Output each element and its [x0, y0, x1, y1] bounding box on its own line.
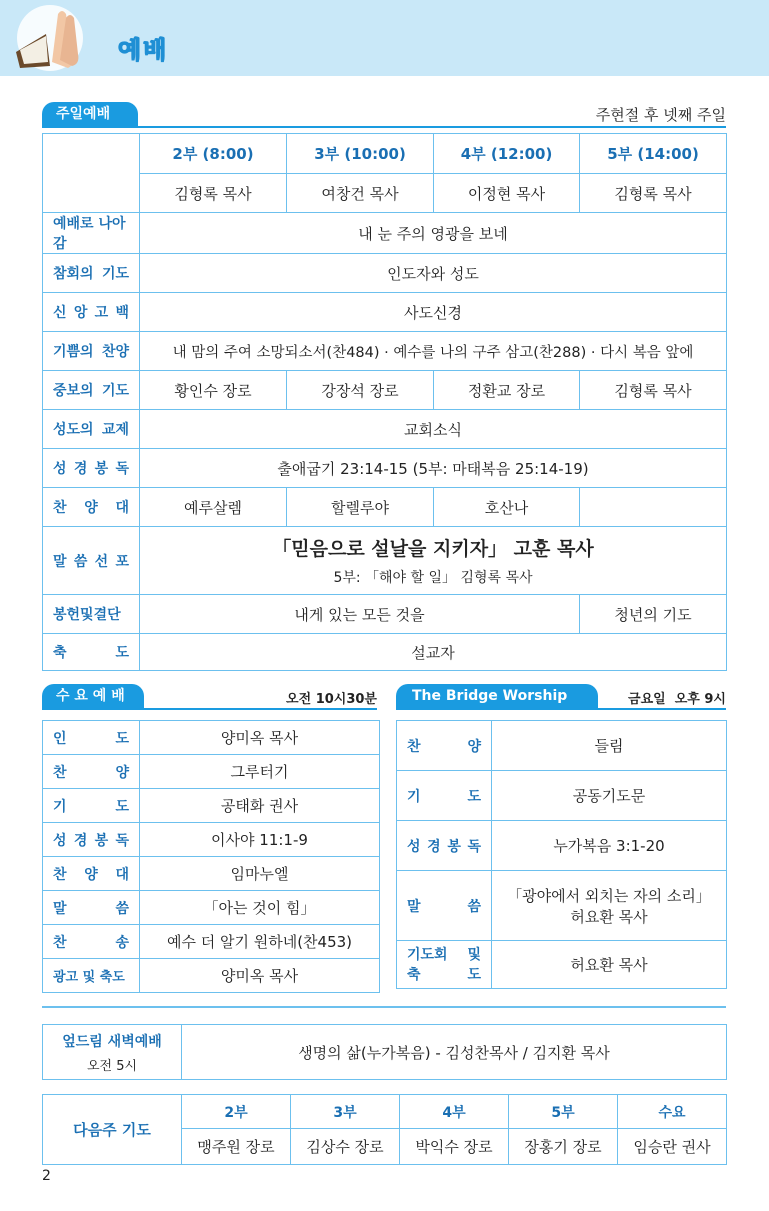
- prayer-header: 2부: [182, 1095, 291, 1129]
- row-label: 기 도: [397, 771, 492, 821]
- row-value: 양미옥 목사: [140, 959, 380, 993]
- dawn-table: [42, 1024, 727, 1080]
- service-pastor: 김형록 목사: [140, 174, 287, 213]
- page-number: 2: [42, 1168, 51, 1184]
- choir-name: 예루살렘: [140, 488, 287, 527]
- row-label: 기 도: [43, 789, 140, 823]
- sermon-sub: 5부: 「해야 할 일」 김형록 목사: [333, 570, 533, 586]
- prayer-name: 장홍기 장로: [509, 1129, 618, 1165]
- wednesday-time: 오전 10시30분: [286, 692, 377, 707]
- row-label: 말 씀: [43, 891, 140, 925]
- service-pastor: 이정현 목사: [434, 174, 580, 213]
- intercessor: 정환교 장로: [434, 371, 580, 410]
- section-divider: [42, 1006, 726, 1008]
- sunday-tab: 주일예배: [42, 102, 138, 126]
- row-label: 축 도: [43, 634, 140, 671]
- service-pastor: 김형록 목사: [580, 174, 727, 213]
- row-label: 성도의 교제: [43, 410, 140, 449]
- row-value: 사도신경: [140, 293, 727, 332]
- intercessor: 황인수 장로: [140, 371, 287, 410]
- choir-name: 호산나: [434, 488, 580, 527]
- prayer-header: 수요: [618, 1095, 727, 1129]
- row-label: 기쁨의 찬양: [43, 332, 140, 371]
- dawn-label-cell: [43, 1025, 182, 1080]
- sermon-cell: [140, 527, 727, 595]
- row-value: 내 눈 주의 영광을 보네: [140, 213, 727, 254]
- row-value: 「아는 것이 힘」: [140, 891, 380, 925]
- row-label: 광고 및 축도: [43, 959, 140, 993]
- bridge-table: [396, 720, 727, 989]
- row-value: 인도자와 성도: [140, 254, 727, 293]
- page-title: 예배: [118, 36, 169, 64]
- row-value: 임마누엘: [140, 857, 380, 891]
- row-label: 찬 양 대: [43, 488, 140, 527]
- row-label: 찬 양: [43, 755, 140, 789]
- bridge-benediction-label: [397, 941, 492, 989]
- service-time: 4부 (12:00): [434, 134, 580, 174]
- row-value: 누가복음 3:1-20: [492, 821, 727, 871]
- corner-cell: [43, 134, 140, 213]
- row-label: 말 씀 선 포: [43, 527, 140, 595]
- dawn-time: 오전 5시: [86, 1058, 138, 1074]
- next-prayer-table: [42, 1094, 727, 1165]
- row-label: 성 경 봉 독: [43, 449, 140, 488]
- wednesday-table: [42, 720, 380, 993]
- row-label: 신 앙 고 백: [43, 293, 140, 332]
- intercessor: 강장석 장로: [287, 371, 434, 410]
- sunday-section-header: [42, 102, 726, 128]
- sunday-subtitle: 주현절 후 넷째 주일: [595, 106, 726, 124]
- row-label: 예배로 나아감: [43, 213, 140, 254]
- prayer-name: 박익수 장로: [400, 1129, 509, 1165]
- row-value: 양미옥 목사: [140, 721, 380, 755]
- bridge-sermon-preacher: 허요환 목사: [570, 907, 648, 926]
- service-time: 2부 (8:00): [140, 134, 287, 174]
- bridge-time: 금요일 오후 9시: [628, 692, 726, 707]
- row-value: 공동기도문: [492, 771, 727, 821]
- row-value: 내게 있는 모든 것을: [140, 595, 580, 634]
- row-label: 찬 양 대: [43, 857, 140, 891]
- dawn-value: 생명의 삶(누가복음) - 김성찬목사 / 김지환 목사: [182, 1025, 727, 1080]
- prayer-header: 4부: [400, 1095, 509, 1129]
- row-label: 말 씀: [397, 871, 492, 941]
- row-value: 출애굽기 23:14-15 (5부: 마태복음 25:14-19): [140, 449, 727, 488]
- intercessor: 김형록 목사: [580, 371, 727, 410]
- row-value: 교회소식: [140, 410, 727, 449]
- prayer-name: 김상수 장로: [291, 1129, 400, 1165]
- row-value: 예수 더 알기 원하네(찬453): [140, 925, 380, 959]
- bridge-sermon: [492, 871, 727, 941]
- wednesday-tab: 수 요 예 배: [42, 684, 144, 708]
- prayer-name: 맹주원 장로: [182, 1129, 291, 1165]
- row-label: 찬 양: [397, 721, 492, 771]
- praying-bible-icon: [6, 4, 94, 72]
- prayer-header: 5부: [509, 1095, 618, 1129]
- bridge-section-header: [396, 684, 726, 710]
- row-label: 중보의 기도: [43, 371, 140, 410]
- row-label: 봉헌및결단: [43, 595, 140, 634]
- row-value: 들림: [492, 721, 727, 771]
- dawn-label: 엎드림 새벽예배: [62, 1033, 162, 1050]
- wednesday-section-header: [42, 684, 377, 710]
- choir-name: [580, 488, 727, 527]
- prayer-header: 3부: [291, 1095, 400, 1129]
- row-label: 인 도: [43, 721, 140, 755]
- row-label: 성 경 봉 독: [43, 823, 140, 857]
- row-label-2: 축 도: [407, 966, 481, 983]
- service-pastor: 여창건 목사: [287, 174, 434, 213]
- row-value: 설교자: [140, 634, 727, 671]
- header-banner: [0, 0, 769, 76]
- sermon-title: 「믿음으로 설날을 지키자」 고훈 목사: [272, 538, 594, 560]
- row-label: 참회의 기도: [43, 254, 140, 293]
- row-value: 그루터기: [140, 755, 380, 789]
- row-value: 허요환 목사: [492, 941, 727, 989]
- sunday-table: [42, 133, 727, 671]
- bridge-tab: The Bridge Worship: [396, 684, 598, 708]
- prayer-name: 임승란 권사: [618, 1129, 727, 1165]
- offering-prayer: 청년의 기도: [580, 595, 727, 634]
- choir-name: 할렐루야: [287, 488, 434, 527]
- service-time: 3부 (10:00): [287, 134, 434, 174]
- next-prayer-label: 다음주 기도: [43, 1095, 182, 1165]
- row-label: 찬 송: [43, 925, 140, 959]
- row-value: 이사야 11:1-9: [140, 823, 380, 857]
- row-value: 공태화 권사: [140, 789, 380, 823]
- service-time: 5부 (14:00): [580, 134, 727, 174]
- bridge-sermon-title: 「광야에서 외치는 자의 소리」: [507, 886, 711, 905]
- row-value: 내 맘의 주여 소망되소서(찬484) · 예수를 나의 구주 삼고(찬288) · 다시 복음 앞에: [140, 332, 727, 371]
- row-label: 기도회 및: [407, 946, 481, 963]
- row-label: 성 경 봉 독: [397, 821, 492, 871]
